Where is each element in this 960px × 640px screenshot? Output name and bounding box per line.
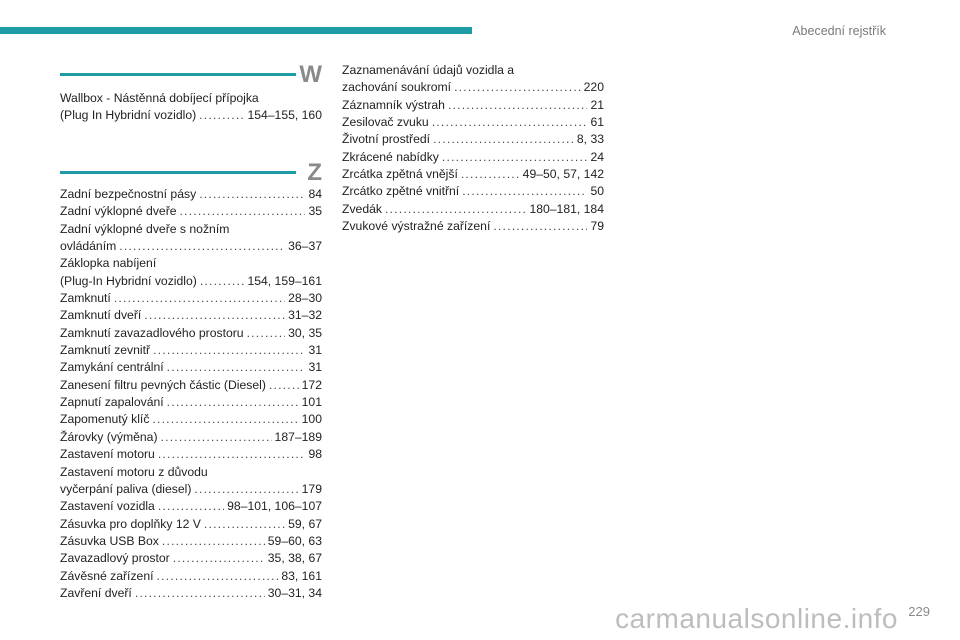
index-entry-term: ovládáním — [60, 239, 117, 254]
dot-leader — [200, 273, 245, 290]
header-accent-bar — [0, 27, 472, 34]
dot-leader — [461, 166, 520, 183]
index-entry-term: Zapomenutý klíč — [60, 412, 150, 427]
index-entry-term: Zrcátko zpětné vnitřní — [342, 184, 460, 199]
index-entry-final-line — [60, 394, 322, 411]
index-entry-pages: 154, 159–161 — [247, 273, 322, 288]
dot-leader — [433, 131, 574, 148]
index-entry-term: Záklopka nabíjení — [60, 256, 157, 271]
index-entry-term: (Plug-In Hybridní vozidlo) — [60, 273, 197, 288]
dot-leader — [153, 342, 305, 359]
index-entry-term: Zamknutí zevnitř — [60, 343, 151, 358]
index-entry-term: (Plug In Hybridní vozidlo) — [60, 108, 197, 123]
index-entry-term: Zamknutí dveří — [60, 308, 142, 323]
index-entry-term: Zamknutí — [60, 291, 111, 306]
index-entry-term: Zaznamenávání údajů vozidla a — [342, 63, 515, 77]
index-entry-term: vyčerpání paliva (diesel) — [60, 481, 192, 496]
index-entry-pages: 49–50, 57, 142 — [522, 167, 604, 182]
index-entry — [342, 62, 604, 97]
index-entry-pages: 21 — [590, 97, 604, 112]
index-entry — [60, 446, 322, 463]
index-entry-term: Zvedák — [342, 201, 382, 216]
section-header-w — [60, 62, 322, 92]
section-entries-z-continued — [342, 62, 604, 235]
index-entry — [60, 411, 322, 428]
index-entry — [60, 307, 322, 324]
index-entry-term: zachování soukromí — [342, 80, 452, 95]
index-entry — [60, 90, 322, 125]
index-entry-final-line — [342, 79, 604, 96]
dot-leader — [462, 183, 587, 200]
index-entry-pages: 59–60, 63 — [267, 533, 322, 548]
index-entry-term: Zadní výklopné dveře s nožním — [60, 221, 230, 236]
index-entry-term: Zadní bezpečnostní pásy — [60, 187, 197, 201]
index-entry-final-line — [60, 516, 322, 533]
index-entry-pages: 180–181, 184 — [529, 201, 604, 216]
index-entry-line — [60, 221, 322, 238]
index-entry — [60, 498, 322, 515]
index-entry-pages: 50 — [590, 184, 604, 199]
dot-leader — [247, 325, 286, 342]
dot-leader — [161, 429, 272, 446]
index-entry — [60, 550, 322, 567]
section-rule — [60, 73, 296, 76]
dot-leader — [204, 516, 285, 533]
page-number: 229 — [908, 604, 930, 619]
dot-leader — [269, 377, 299, 394]
dot-leader — [432, 114, 588, 131]
index-entry — [342, 97, 604, 114]
index-entry-final-line — [60, 429, 322, 446]
index-entry-pages: 31–32 — [288, 308, 322, 323]
section-letter-z: Z — [307, 159, 322, 186]
index-entry-pages: 84 — [308, 187, 322, 201]
index-entry — [60, 533, 322, 550]
index-entry-pages: 30–31, 34 — [267, 585, 322, 600]
index-entry-pages: 98 — [308, 447, 322, 462]
index-entry-line — [60, 464, 322, 481]
index-entry — [60, 290, 322, 307]
index-entry-pages: 31 — [308, 343, 322, 358]
index-entry-term: Zastavení vozidla — [60, 499, 155, 514]
dot-leader — [135, 585, 265, 602]
index-entry-final-line — [60, 273, 322, 290]
dot-leader — [158, 498, 224, 515]
watermark-text: carmanualsonline.info — [615, 603, 898, 634]
dot-leader — [454, 79, 581, 96]
dot-leader — [448, 97, 587, 114]
index-entry-final-line — [60, 203, 322, 220]
index-entry — [60, 221, 322, 256]
index-entry-final-line — [342, 183, 604, 200]
index-entry-pages: 220 — [583, 80, 604, 95]
index-entry-pages: 35 — [308, 204, 322, 219]
index-entry-pages: 8, 33 — [576, 132, 604, 147]
index-entry-term: Zadní výklopné dveře — [60, 204, 177, 219]
dot-leader — [173, 550, 265, 567]
index-entry-pages: 35, 38, 67 — [267, 551, 322, 566]
index-entry-final-line — [60, 359, 322, 376]
dot-leader — [194, 481, 298, 498]
dot-leader — [162, 533, 265, 550]
index-entry-pages: 179 — [301, 481, 322, 496]
index-entry-final-line — [342, 114, 604, 131]
index-entry-pages: 83, 161 — [281, 568, 322, 583]
index-entry — [60, 394, 322, 411]
index-entry-pages: 98–101, 106–107 — [227, 499, 322, 514]
dot-leader — [114, 290, 285, 307]
index-entry-term: Zásuvka pro doplňky 12 V — [60, 516, 201, 531]
dot-leader — [199, 186, 305, 203]
index-entry-pages: 172 — [301, 377, 322, 392]
index-entry-line — [342, 62, 604, 79]
index-entry — [60, 325, 322, 342]
index-entry-term: Zavazadlový prostor — [60, 551, 170, 566]
index-entry-term: Zastavení motoru — [60, 447, 155, 462]
index-entry — [60, 377, 322, 394]
index-entry-term: Žárovky (výměna) — [60, 429, 158, 444]
dot-leader — [156, 568, 278, 585]
index-entry — [342, 166, 604, 183]
dot-leader — [180, 203, 306, 220]
index-entry-pages: 28–30 — [288, 291, 322, 306]
index-entry-final-line — [60, 446, 322, 463]
index-entry-pages: 101 — [301, 395, 322, 410]
index-entry — [60, 464, 322, 499]
index-entry-final-line — [60, 498, 322, 515]
index-entry-final-line — [60, 377, 322, 394]
section-entries-w — [60, 90, 322, 125]
index-entry-term: Zamykání centrální — [60, 360, 164, 375]
index-entry — [342, 149, 604, 166]
index-entry-final-line — [60, 568, 322, 585]
index-entry — [342, 201, 604, 218]
index-entry — [60, 568, 322, 585]
index-entry-term: Zapnutí zapalování — [60, 395, 164, 410]
index-entry-pages: 24 — [590, 149, 604, 164]
index-entry-final-line — [60, 585, 322, 602]
dot-leader — [158, 446, 306, 463]
index-entry — [342, 183, 604, 200]
section-rule — [60, 171, 296, 174]
index-entry-term: Záznamník výstrah — [342, 97, 445, 112]
index-entry-final-line — [60, 307, 322, 324]
index-entry-final-line — [60, 186, 322, 203]
dot-leader — [199, 107, 244, 124]
index-entry-term: Wallbox - Nástěnná dobíjecí přípojka — [60, 91, 259, 105]
index-entry-line — [60, 90, 322, 107]
index-entry-pages: 59, 67 — [288, 516, 322, 531]
index-entry-final-line — [342, 131, 604, 148]
page-header-title: Abecední rejstřík — [792, 24, 886, 38]
index-entry — [60, 255, 322, 290]
index-entry-pages: 36–37 — [288, 239, 322, 254]
section-entries-z — [60, 186, 322, 602]
index-entry-term: Zesilovač zvuku — [342, 115, 429, 130]
index-entry — [342, 218, 604, 235]
index-entry — [60, 342, 322, 359]
index-entry — [60, 186, 322, 203]
index-entry-term: Zanesení filtru pevných částic (Diesel) — [60, 377, 266, 392]
dot-leader — [119, 238, 285, 255]
index-entry-term: Zavření dveří — [60, 585, 132, 600]
index-entry — [60, 203, 322, 220]
index-entry-term: Zvukové výstražné zařízení — [342, 219, 491, 234]
index-entry-final-line — [342, 201, 604, 218]
index-entry-pages: 100 — [301, 412, 322, 427]
index-entry — [60, 516, 322, 533]
index-entry-final-line — [342, 149, 604, 166]
index-entry-final-line — [60, 550, 322, 567]
index-entry-term: Zrcátka zpětná vnější — [342, 167, 458, 182]
index-entry-final-line — [60, 342, 322, 359]
index-entry-final-line — [342, 166, 604, 183]
index-entry-final-line — [60, 325, 322, 342]
index-entry — [342, 131, 604, 148]
index-entry-final-line — [342, 97, 604, 114]
index-entry — [60, 585, 322, 602]
index-entry-line — [60, 255, 322, 272]
index-entry-term: Zamknutí zavazadlového prostoru — [60, 325, 244, 340]
dot-leader — [167, 394, 299, 411]
index-entry-final-line — [60, 238, 322, 255]
index-entry-pages: 31 — [308, 360, 322, 375]
dot-leader — [152, 411, 298, 428]
section-letter-w: W — [299, 61, 322, 88]
index-entry-final-line — [60, 481, 322, 498]
dot-leader — [144, 307, 285, 324]
dot-leader — [442, 149, 588, 166]
index-entry — [60, 429, 322, 446]
index-entry-pages: 30, 35 — [288, 325, 322, 340]
index-entry-term: Zastavení motoru z důvodu — [60, 464, 208, 479]
dot-leader — [493, 218, 587, 235]
dot-leader — [385, 201, 526, 218]
dot-leader — [167, 359, 306, 376]
index-entry-term: Závěsné zařízení — [60, 568, 154, 583]
index-entry-pages: 61 — [590, 115, 604, 130]
index-entry — [342, 114, 604, 131]
index-entry-pages: 154–155, 160 — [247, 108, 322, 123]
index-entry-pages: 79 — [590, 219, 604, 234]
index-entry-term: Zkrácené nabídky — [342, 149, 439, 164]
index-entry-pages: 187–189 — [274, 429, 322, 444]
index-entry-term: Zásuvka USB Box — [60, 533, 159, 548]
index-entry-final-line — [342, 218, 604, 235]
index-entry-final-line — [60, 533, 322, 550]
index-entry — [60, 359, 322, 376]
index-entry-final-line — [60, 290, 322, 307]
index-entry-final-line — [60, 411, 322, 428]
index-entry-final-line — [60, 107, 322, 124]
index-entry-term: Životní prostředí — [342, 132, 431, 147]
